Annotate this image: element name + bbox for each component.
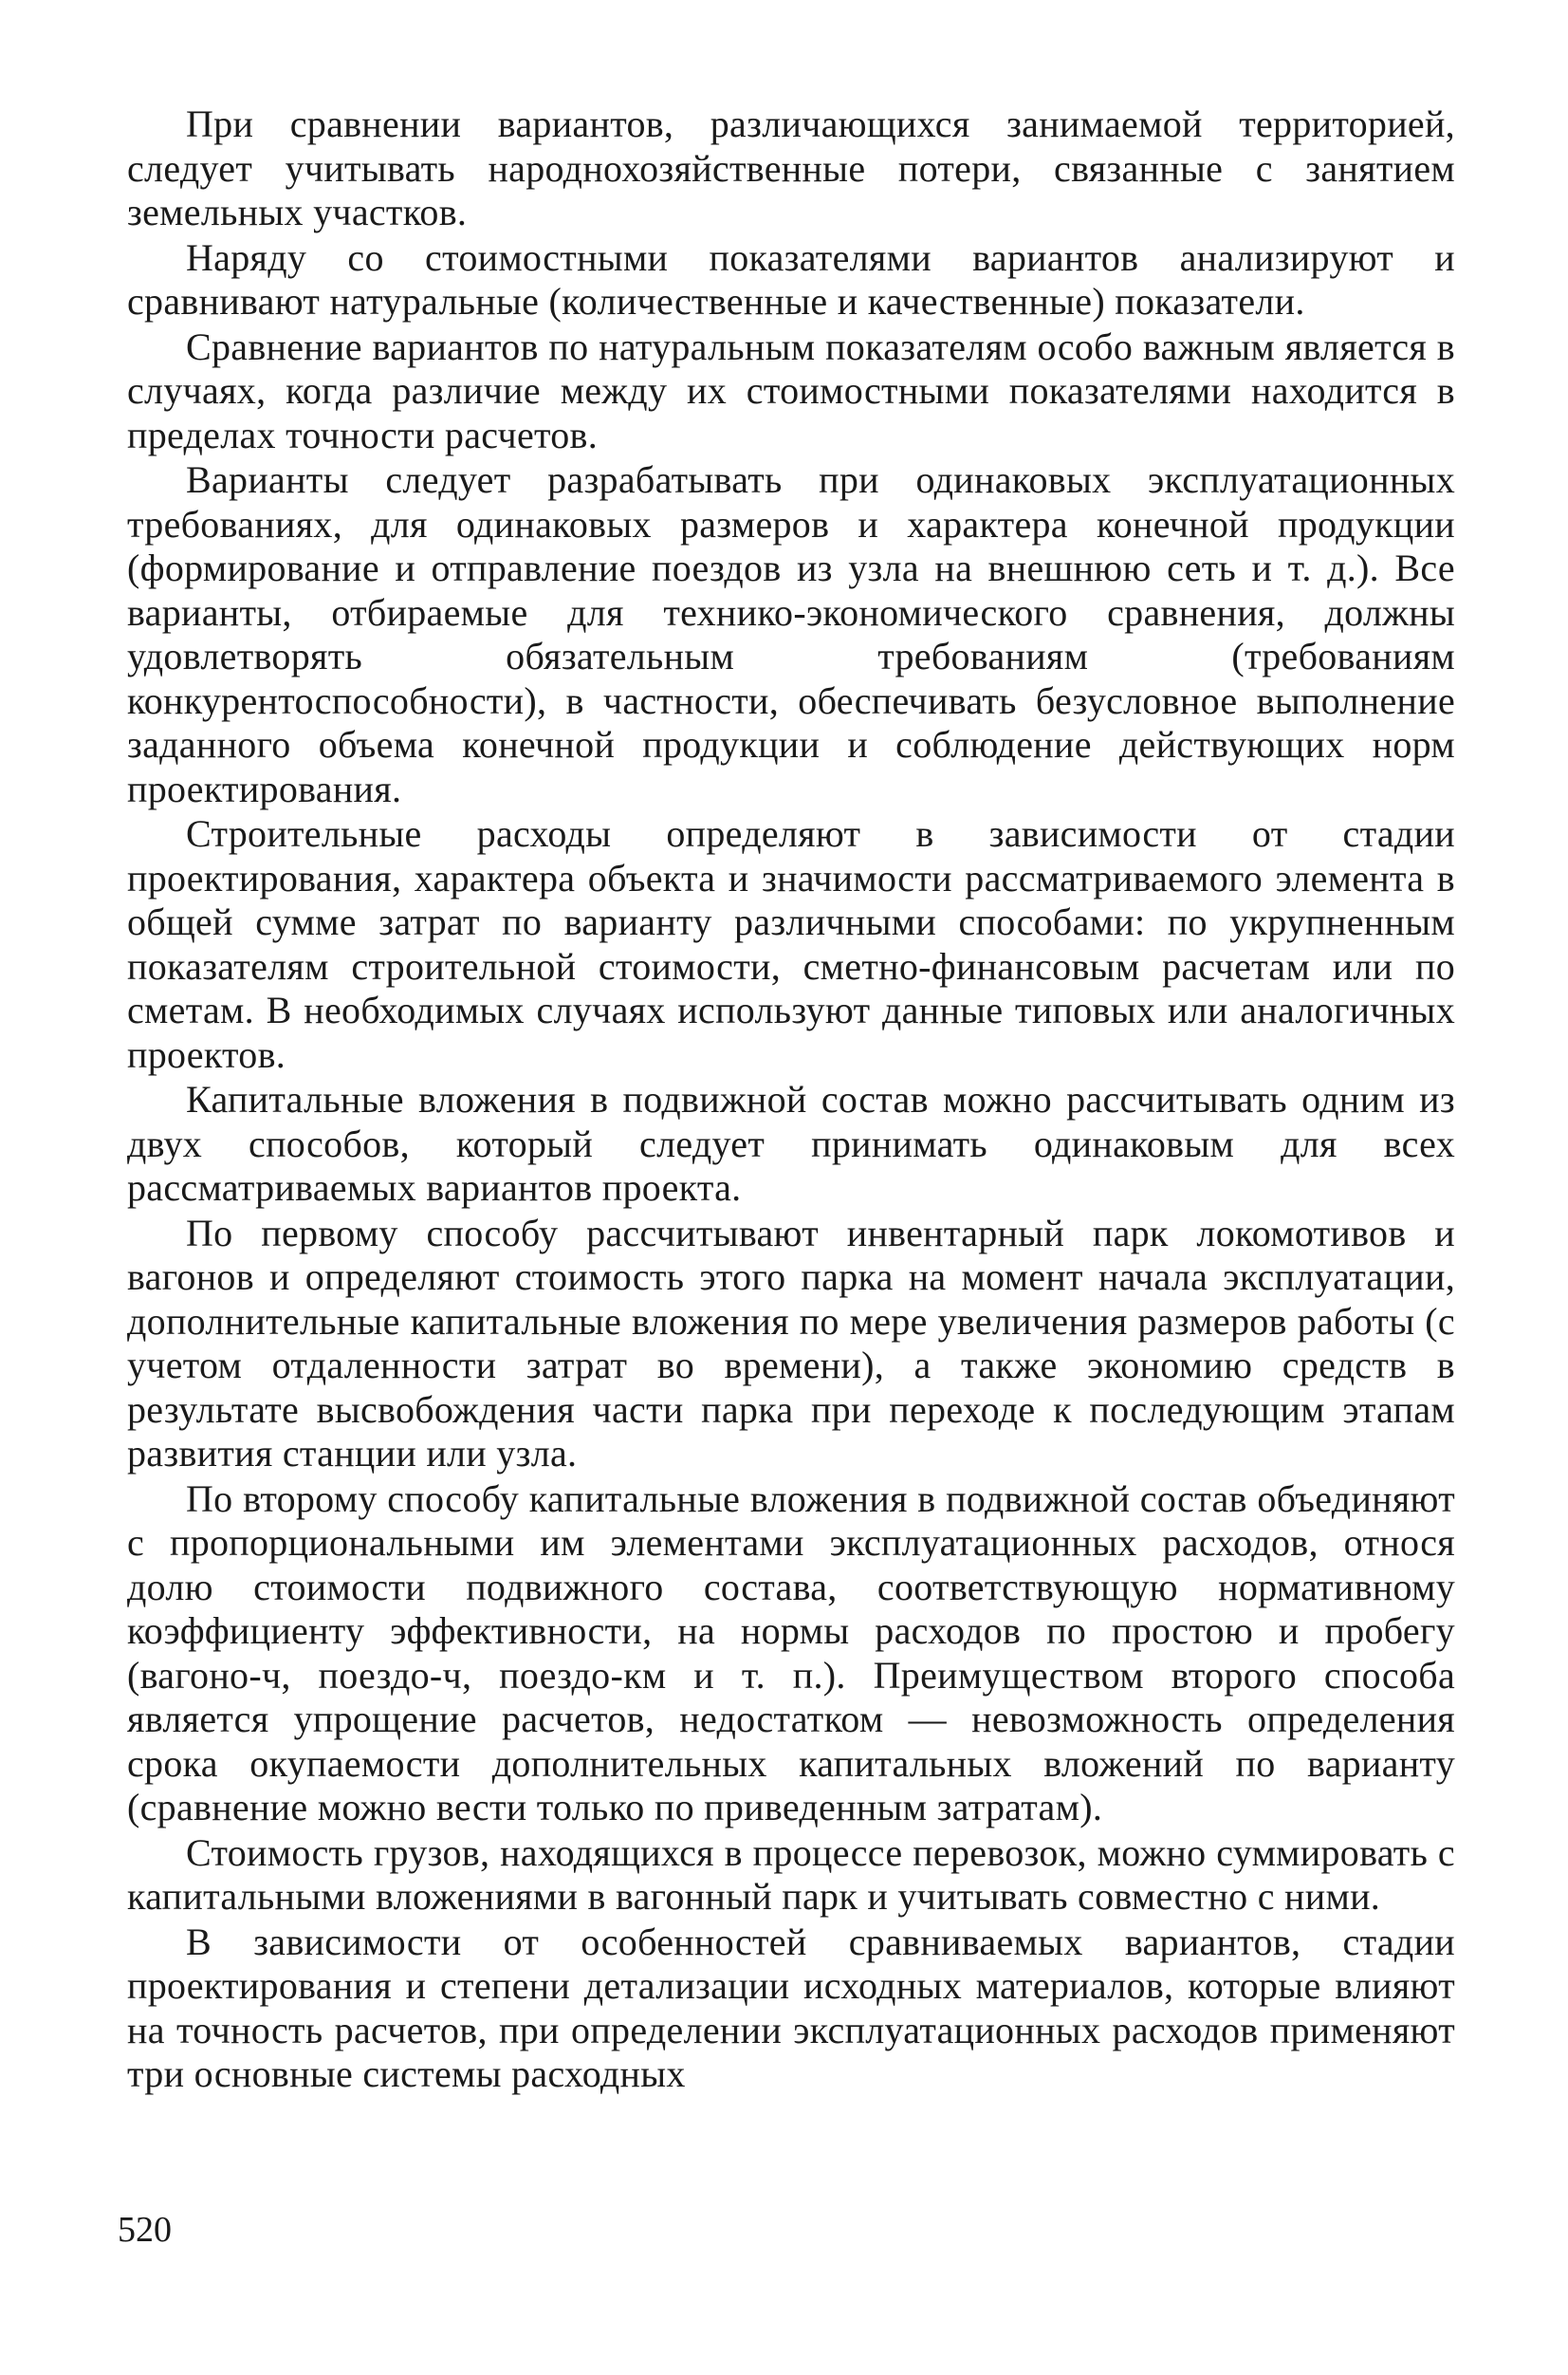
paragraph-first-method: По первому способу рассчитывают инвентарный парк локомотивов и вагонов и определяют стоимость этого парка на момент начала эксплуатации, дополнительные капитальные вложения по мере увеличения размеров работы (с учетом отдаленности затрат во времени), а также экономию средств в результате высвобождения части парка при переходе к последующим этапам развития станции или узла. <box>127 1211 1455 1475</box>
paragraph-territory-losses: При сравнении вариантов, различающихся занимаемой территорией, следует учитывать народнохозяйственные потери, связанные с занятием земельных участков. <box>127 102 1455 233</box>
page-number: 520 <box>118 2210 172 2250</box>
paragraph-second-method: По второму способу капитальные вложения в подвижной состав объединяют с пропорциональными им элементами эксплуатационных расходов, относя долю стоимости подвижного состава, соответствующую нормативному коэффициенту эффективности, на нормы расходов по простою и пробегу (вагоно-ч, поездо-ч, поездо-км и т. п.). Преимуществом второго способа является упрощение расчетов, недостатком — невозможность определения срока окупаемости дополнительных капитальных вложений по варианту (сравнение можно вести только по приведенным затратам). <box>127 1476 1455 1828</box>
paragraph-natural-indicators: Наряду со стоимостными показателями вариантов анализируют и сравнивают натуральные (количественные и качественные) показатели. <box>127 235 1455 323</box>
paragraph-cargo-cost: Стоимость грузов, находящихся в процессе перевозок, можно суммировать с капитальными вложениями в вагонный парк и учитывать совместно с ними. <box>127 1830 1455 1918</box>
paragraph-capital-investments: Капитальные вложения в подвижной состав можно рассчитывать одним из двух способов, который следует принимать одинаковым для всех рассматриваемых вариантов проекта. <box>127 1078 1455 1209</box>
page-text <box>127 102 1455 2097</box>
paragraph-comparison-importance: Сравнение вариантов по натуральным показателям особо важным является в случаях, когда различие между их стоимостными показателями находится в пределах точности расчетов. <box>127 325 1455 456</box>
paragraph-construction-costs: Строительные расходы определяют в зависимости от стадии проектирования, характера объекта и значимости рассматриваемого элемента в общей сумме затрат по варианту различными способами: по укрупненным показателям строительной стоимости, сметно-финансовым расчетам или по сметам. В необходимых случаях используют данные типовых или аналогичных проектов. <box>127 812 1455 1076</box>
paragraph-variant-requirements: Варианты следует разрабатывать при одинаковых эксплуатационных требованиях, для одинаковых размеров и характера конечной продукции (формирование и отправление поездов из узла на внешнюю сеть и т. д.). Все варианты, отбираемые для технико-экономического сравнения, должны удовлетворять обязательным требованиям (требованиям конкурентоспособности), в частности, обеспечивать безусловное выполнение заданного объема конечной продукции и соблюдение действующих норм проектирования. <box>127 458 1455 810</box>
paragraph-expense-systems: В зависимости от особенностей сравниваемых вариантов, стадии проектирования и степени детализации исходных материалов, которые влияют на точность расчетов, при определении эксплуатационных расходов применяют три основные системы расходных <box>127 1920 1455 2095</box>
